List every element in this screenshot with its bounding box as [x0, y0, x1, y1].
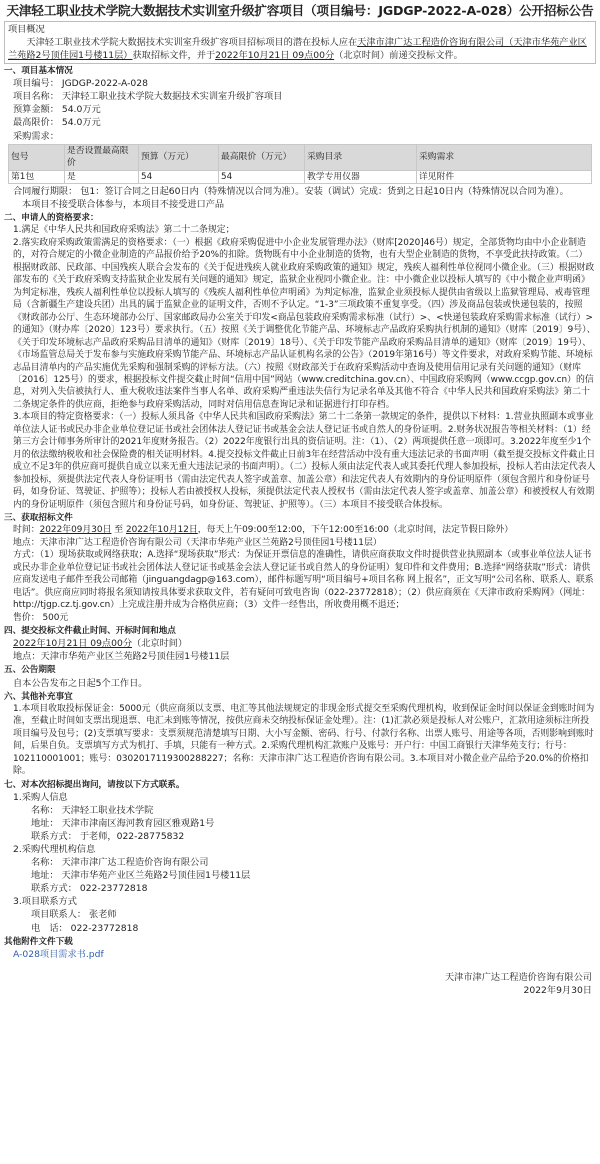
- qualification-3: 3.本项目的特定资格要求：（一）投标人须具备《中华人民共和国政府采购法》第二十二条第一款规定的条件，提供以下材料：1.营业执照副本或事业单位法人证书或民办非企业单位登记证书或社会团体法人登记证书或基金会法人登记证书或自然人的身份证明。2.财务状况报告等相关材料：（1）经第三方会计师事务所审计的2021年度财务报告。（2）2022年度银行出具的资信证明。注：（1）、（2）两项提供任意一项即可。3.2022年度至少1个月的依法缴纳税收和社会保险费的相关证明材料。4.提交投标文件截止日前3年在经营活动中没有重大违法记录的书面声明（截至提交投标文件截止日成立不足3年的供应商可提供自成立以来无重大违法记录的书面声明）。（二）投标人须由法定代表人或其委托代理人参加投标，投标人若由法定代表人参加投标，须提供法定代表人身份证明书（需由法定代表人签字或盖章、加盖公章）和法定代表人有效期内的身份证明原件（须包含照片和身份证号码，如身份证、驾驶证、护照等）；投标人若由被授权人投标，须提供法定代表人授权书（需由法定代表人签字或盖章、加盖公章）和被授权人有效期内的身份证明原件（须包含照片和身份证号码，如身份证、驾驶证、护照等）。（三）本项目不接受联合体投标。: [13, 412, 596, 510]
- overview-text-middle: 获取招标文件，并于: [132, 50, 216, 61]
- doc-time-label: 时间：: [13, 525, 40, 536]
- cell-has-max-price: 是: [65, 170, 139, 183]
- bid-deadline-date: 2022年10月21日 09点00分: [13, 638, 133, 650]
- header-catalog: 采购目录: [305, 144, 417, 170]
- doc-method: 方式：（1）现场获取或网络获取；A.选择“现场获取”形式：为保证开票信息的准确性，请供应商获取文件时提供营业执照副本（或事业单位法人证书或民办非企业单位登记证书或社会团体法人登记证书或基金会法人登记证书或自然人的身份证明）复印件和文件费用；B.选择“网络获取”形式：请供应商发送电子邮件至我公司邮箱（jinguangdagp@163.com），邮件标题写明“项目编号+项目名称 网上报名”，正文写明“公司名称、联系人、联系电话”。供应商应同时将报名须知请按具体要求获取文件，若有疑问可致电咨询（022-23772818）；（2）供应商须在《天津市政府采购网》（网址：http://tjgp.cz.tj.gov.cn）上完成注册并成为合格供应商；（3）文件一经售出，所收费用概不退还；: [13, 550, 594, 611]
- doc-place: 地点：天津市津广达工程造价咨询有限公司（天津市华苑产业区兰苑路2号顶佳园1号楼11层）: [13, 537, 382, 548]
- section-7-heading: 七、对本次招标提出询问，请按以下方式联系。: [4, 779, 185, 790]
- section-1-heading: 一、项目基本情况: [4, 66, 73, 77]
- section-2-body: [4, 224, 596, 511]
- doc-time-start: 2022年09月30日: [39, 525, 112, 536]
- agent-address: 地址： 天津市华苑产业区兰苑路2号顶佳园1号楼11层: [31, 870, 251, 882]
- contract-period: 合同履行期限： 包1：签订合同之日起60日内（特殊情况以合同为准）。安装（调试）完成：货到之日起10日内（特殊情况以合同为准）。: [13, 186, 569, 198]
- project-name: 项目名称： 天津轻工职业技术学院大数据技术实训室升级扩容项目: [13, 91, 283, 103]
- qualification-2: 2.落实政府采购政策需满足的资格要求：（一）根据《政府采购促进中小企业发展管理办法》（财库[2020]46号）规定，全部货物均由中小企业制造的，对符合规定的小微企业制造的产品报价给予20%的扣除。货物既有中小企业制造的货物，也有大型企业制造的货物，不享受此扶持政策。（二）根据财政部、民政部、中国残疾人联合会发布的《关于促进残疾人就业政府采购政策的通知》规定，残疾人福利性单位视同小微企业。（三）根据财政部发布的《关于政府采购支持监狱企业发展有关问题的通知》规定，监狱企业视同小微企业。注：中小微企业以投标人填写的《中小微企业声明函》为判定标准，残疾人福利性单位以投标人填写的《残疾人福利性单位声明函》为判定标准，监狱企业须投标人提供由省级以上监狱管理局、戒毒管理局（含新疆生产建设兵团）出具的属于监狱企业的证明文件，否则不予认定。“1-3”三项政策不重复享受。（四）涉及商品包装或快递包装的，按照《财政部办公厅、生态环境部办公厅、国家邮政局办公室关于印发<商品包装政府采购需求标准（试行）>、<快递包装政府采购需求标准（试行）>的通知》（财办库〔2020〕123号）要求执行。（五）按照《关于调整优化节能产品、环境标志产品政府采购执行机制的通知》（财库〔2019〕9号）、《关于印发环境标志产品政府采购品目清单的通知》（财库〔2019〕18号）、《关于印发节能产品政府采购品目清单的通知》（财库〔2019〕19号）、《市场监管总局关于发布参与实施政府采购节能产品、环境标志产品认证机构名录的公告》（2019年第16号）等文件要求，对政府采购节能、环境标志品目清单内的产品实施优先采购和强制采购的评标方法。（六）按照《财政部关于在政府采购活动中查询及使用信用记录有关问题的通知》（财库〔2016〕125号）的要求，根据投标文件提交截止时间“信用中国”网站（www.creditchina.gov.cn）、中国政府采购网（www.ccgp.gov.cn）的信息，对列入失信被执行人、重大税收违法案件当事人名单、政府采购严重违法失信行为记录名单及其他不符合《中华人民共和国政府采购法》第二十二条规定条件的供应商，拒绝参与政府采购活动，同时对信用信息查询记录和证据进行打印存档。: [13, 237, 596, 410]
- buyer-name: 名称： 天津轻工职业技术学院: [31, 804, 154, 816]
- section-1-body: [4, 77, 596, 142]
- cell-requirement: 详见附件: [417, 170, 592, 183]
- overview-heading: 项目概况: [8, 23, 45, 35]
- overview-box: [4, 21, 596, 64]
- buyer-title: 1.采购人信息: [13, 791, 68, 803]
- pm-name: 项目联系人： 张老师: [31, 909, 117, 921]
- pm-phone: 电 话： 022-23772818: [31, 922, 139, 934]
- signature-date: 2022年9月30日: [523, 984, 592, 996]
- section-2-heading: 二、申请人的资格要求：: [4, 213, 99, 224]
- cell-catalog: 教学专用仪器: [305, 170, 417, 183]
- header-max-price: 最高限价（万元）: [219, 144, 305, 170]
- bid-deadline: [13, 637, 596, 650]
- bid-deadline-rest: （北京时间）: [132, 638, 188, 650]
- package-table: [8, 144, 592, 184]
- header-has-max-price: 是否设置最高限价: [65, 144, 139, 170]
- attachments-heading: 其他附件文件下载: [4, 936, 73, 947]
- agent-title: 2.采购代理机构信息: [13, 844, 96, 856]
- requirements-label: 采购需求：: [13, 130, 59, 142]
- doc-price: 售价： 500元: [13, 612, 69, 623]
- notice-period: 自本公告发布之日起5个工作日。: [13, 677, 148, 689]
- doc-time-rest: ，每天上午09:00至12:00，下午12:00至16:00（北京时间，法定节假日除外）: [197, 525, 514, 536]
- header-package: 包号: [9, 144, 65, 170]
- attachments-list: [4, 948, 596, 961]
- agent-name: 名称： 天津市津广达工程造价咨询有限公司: [31, 857, 209, 869]
- header-requirement: 采购需求: [417, 144, 592, 170]
- budget-amount: 预算金额： 54.0万元: [13, 104, 101, 116]
- buyer-address: 地址： 天津市津南区海河教育园区雅观路1号: [31, 818, 215, 830]
- qualification-1: 1.满足《中华人民共和国政府采购法》第二十二条规定；: [13, 225, 235, 236]
- project-number: 项目编号： JGDGP-2022-A-028: [13, 78, 148, 90]
- doc-time-end: 2022年10月12日: [125, 525, 198, 536]
- section-3-body: [4, 524, 596, 624]
- agent-contact: 联系方式： 022-23772818: [31, 883, 148, 895]
- max-price: 最高限价： 54.0万元: [13, 117, 101, 129]
- overview-deadline: 2022年10月21日 09点00分: [215, 50, 335, 61]
- section-7-body: [4, 791, 596, 935]
- signature-block: [4, 971, 596, 997]
- cell-budget: 54: [139, 170, 219, 183]
- overview-text-before: 天津轻工职业技术学院大数据技术实训室升级扩容项目招标项目的潜在投标人应在: [26, 36, 358, 48]
- supplementary-info: 1.本项目收取投标保证金：5000元（供应商须以支票、电汇等其他法规规定的非现金形式提交至采购代理机构，收到保证金时间以保证金到账时间为准，至截止时间如支票出现退票、电汇未到账等情况，按供应商未交纳投标保证金处理）。注：(1)汇款必须是投标人对公账户，汇款用途须标注所投项目编号及包号；(2)支票填写要求：支票须规范清楚填写日期、大小写金额、密码、行号、付款行名称、出票人账号、用途等各项，否则影响到账时间，后果自负。支票填写方式为机打、手填，只能有一种方式。2.采购代理机构汇款账户及账号：开户行：中国工商银行天津华苑支行；行号：102110001001；账号：0302017119300288227；名称：天津市津广达工程造价咨询有限公司。3.本项目对小微企业产品给予20.0%的价格扣除。: [13, 703, 595, 777]
- section-5-heading: 五、公告期限: [4, 665, 56, 676]
- table-row: [9, 170, 592, 183]
- overview-text: [8, 36, 592, 62]
- cell-package: 第1包: [9, 170, 65, 183]
- cell-max-price: 54: [219, 170, 305, 183]
- section-1-footer: [4, 185, 596, 211]
- bid-place: 地点：天津市华苑产业区兰苑路2号顶佳园1号楼11层: [13, 651, 230, 663]
- doc-time-to: 至: [111, 525, 126, 536]
- section-3-heading: 三、获取招标文件: [4, 513, 73, 524]
- overview-text-after: （北京时间）前递交投标文件。: [334, 50, 463, 61]
- overview-location: 天津市津广达工程造价咨询有限公司（天津市华苑产业区兰苑路2号顶佳园1号楼11层）: [8, 36, 587, 61]
- joint-bid-note: 本项目不接受联合体参与，本项目不接受进口产品: [22, 199, 225, 211]
- attachment-link[interactable]: A-028项目需求书.pdf: [13, 948, 104, 960]
- header-budget: 预算（万元）: [139, 144, 219, 170]
- page-title: 天津轻工职业技术学院大数据技术实训室升级扩容项目（项目编号：JGDGP-2022-A-028）公开招标公告: [6, 3, 594, 18]
- buyer-contact: 联系方式： 于老师，022-28775832: [31, 831, 185, 843]
- package-table-header: [9, 144, 592, 170]
- section-4-heading: 四、提交投标文件截止时间、开标时间和地点: [4, 626, 176, 637]
- section-6-heading: 六、其他补充事宜: [4, 691, 73, 702]
- doc-time: [13, 524, 596, 536]
- pm-title: 3.项目联系方式: [13, 896, 77, 908]
- signature-org: 天津市津广达工程造价咨询有限公司: [445, 971, 592, 983]
- section-4-body: [4, 637, 596, 663]
